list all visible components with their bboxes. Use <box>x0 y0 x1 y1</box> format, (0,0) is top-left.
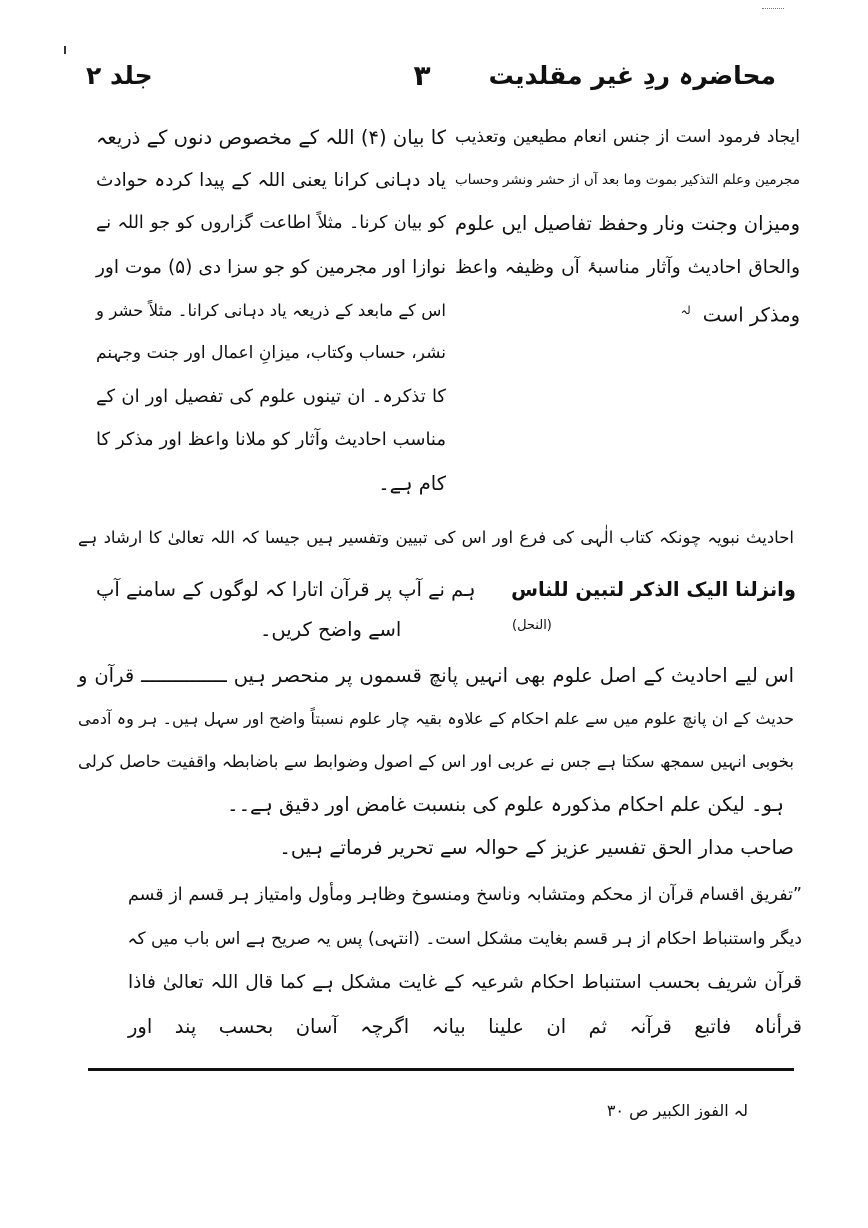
paragraph-line: صاحب مدار الحق تفسیر عزیز کے حوالہ سے تحریر فرماتے ہیں۔ <box>279 836 794 859</box>
paragraph-line: احادیث نبویہ چونکہ کتاب الٰہی کی فرع اور اس کی تبیین وتفسیر ہیں جیسا کہ اللہ تعالیٰ کا ارشاد ہے <box>78 528 794 547</box>
right-column-line: ایجاد فرمود است از جنس انعام مطیعین وتعذیب <box>455 127 800 147</box>
right-column-line: والحاق احادیث وآثار مناسبۂ آں وظیفہ واعظ <box>455 256 800 278</box>
left-column-line: کا تذکرہ۔ ان تینوں علوم کی تفصیل اور ان کے <box>96 386 446 408</box>
right-column-line: مجرمین وعلم التذکیر بموت وما بعد آں از حشر ونشر وحساب <box>455 172 800 189</box>
right-column-line <box>455 289 800 332</box>
quote-line: ”تفریق اقسام قرآن از محکم ومتشابہ وناسخ ومنسوخ وظاہر ومأول وامتیاز ہر قسم از قسم <box>128 885 802 905</box>
quote-block <box>128 874 802 1048</box>
paragraph-2 <box>78 654 794 826</box>
verse-arabic: وانزلنا الیک الذکر لتبین للناس <box>511 578 796 601</box>
scan-mark <box>64 46 66 54</box>
paragraph-line: اس لیے احادیث کے اصل علوم بھی انہیں پانچ قسموں پر منحصر ہیں ـــــــــــــــ قرآن و <box>78 664 794 687</box>
footnote-rule <box>88 1068 794 1071</box>
left-column-line: کو بیان کرنا۔ مثلاً اطاعت گزاروں کو جو اللہ نے <box>96 213 446 234</box>
quote-line: قرآن شریف بحسب استنباط احکام شرعیہ کے غایت مشکل ہے کما قال اللہ تعالیٰ فاذا <box>128 972 802 993</box>
scan-speck <box>762 8 784 13</box>
left-column-line: کام ہے۔ <box>378 471 446 495</box>
left-column-line: اس کے مابعد کے ذریعہ یاد دہانی کرانا۔ مثلاً حشر و <box>96 300 446 320</box>
verse-translation: ہم نے آپ پر قرآن اتارا کہ لوگوں کے سامنے آپ <box>96 578 476 601</box>
paragraph-line: حدیث کے ان پانچ علوم میں سے علم احکام کے علاوہ بقیہ چار علوم نسبتاً واضح اور سہل ہیں۔ ہر وہ آدمی <box>78 709 794 728</box>
right-column <box>455 116 800 332</box>
left-column <box>96 116 446 505</box>
verse-reference: (النحل) <box>512 618 552 633</box>
left-column-line: نشر، حساب وکتاب، میزانِ اعمال اور جنت وجہنم <box>96 342 446 363</box>
paragraph-line: بخوبی انہیں سمجھ سکتا ہے جس نے عربی اور اس کے اصول وضوابط سے باضابطہ واقفیت حاصل کرلی <box>78 752 794 771</box>
running-title: محاضرہ ردِ غیر مقلدیت <box>488 61 776 90</box>
left-column-line: کا بیان (۴) اللہ کے مخصوص دنوں کے ذریعہ <box>96 126 446 149</box>
right-column-line: ومیزان وجنت ونار وحفظ تفاصیل ایں علوم <box>455 212 800 236</box>
quote-line: قرأناہ فاتبع قرآنہ ثم ان علینا بیانہ اگرچہ آسان بحسب پند اور <box>128 1014 802 1038</box>
page-number: ۳ <box>413 59 431 92</box>
footnote: لہ الفوز الکبیر ص ۳۰ <box>606 1101 748 1120</box>
quote-line: دیگر واستنباط احکام از ہر قسم بغایت مشکل است۔ (انتہی) پس یہ صریح ہے اس باب میں کہ <box>127 928 802 949</box>
right-column-line-text: ومذکر است <box>702 303 800 327</box>
left-column-line: مناسب احادیث وآثار کو ملانا واعظ اور مذکر کا <box>96 429 446 451</box>
footnote-marker: لہ <box>680 303 691 317</box>
verse-row <box>96 568 796 612</box>
verse-translation-continued: اسے واضح کریں۔ <box>260 618 402 641</box>
paragraph-line: ہو۔ لیکن علم احکام مذکورہ علوم کی بنسبت غامض اور دقیق ہے۔۔ <box>227 793 784 816</box>
left-column-line: نوازا اور مجرمین کو جو سزا دی (۵) موت اور <box>96 256 446 278</box>
left-column-line: یاد دہانی کرانا یعنی اللہ کے پیدا کردہ حوادث <box>96 170 446 192</box>
paragraph-1 <box>78 516 794 559</box>
volume-label: جلد ۲ <box>86 61 153 90</box>
paragraph-3 <box>78 826 794 869</box>
